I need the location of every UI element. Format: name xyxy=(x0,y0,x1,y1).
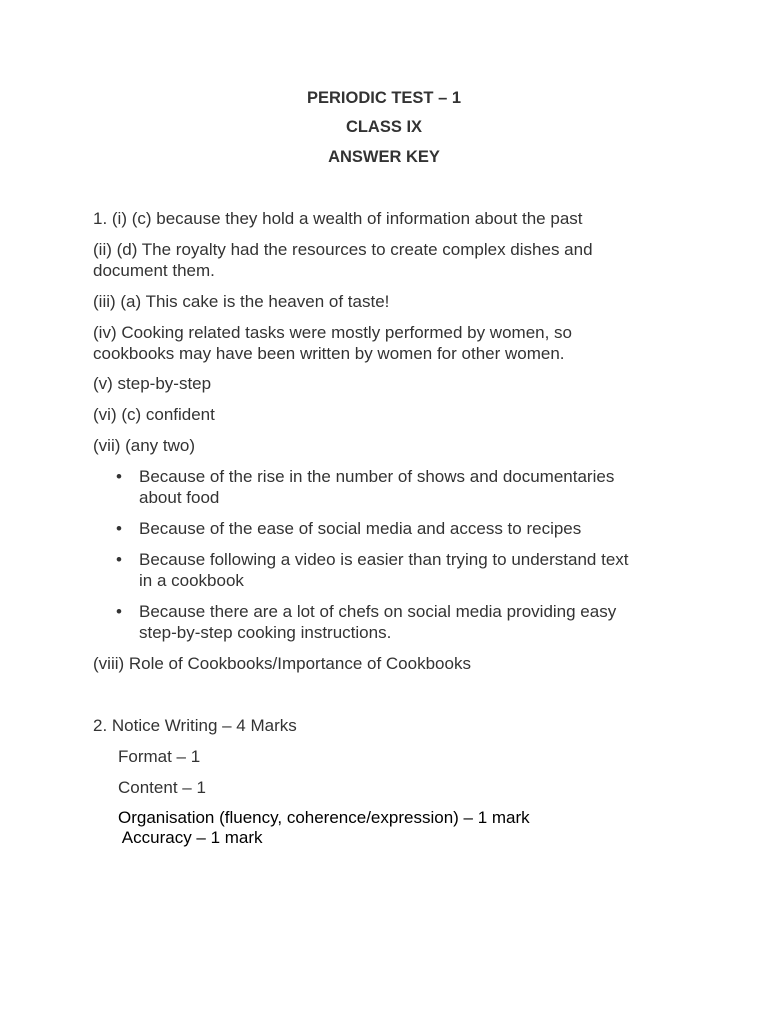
answer-1-viii: (viii) Role of Cookbooks/Importance of Cookbooks xyxy=(93,654,471,673)
marking-format: Format – 1 xyxy=(118,747,201,766)
class-label: CLASS IX xyxy=(345,118,423,136)
answer-1-i: 1. (i) (c) because they hold a wealth of information about the past xyxy=(93,209,583,228)
test-title: PERIODIC TEST – 1 xyxy=(306,89,462,107)
bullet-icon: • xyxy=(116,519,122,538)
answer-1-v: (v) step-by-step xyxy=(93,374,212,393)
bullet-item-4-line2: step-by-step cooking instructions. xyxy=(139,623,392,642)
answer-1-iii: (iii) (a) This cake is the heaven of taste! xyxy=(93,292,390,311)
bullet-item-3-line1: Because following a video is easier than trying to understand text xyxy=(139,550,629,569)
question-2-title: 2. Notice Writing – 4 Marks xyxy=(93,716,297,735)
bullet-item-1-line2: about food xyxy=(139,488,220,507)
answer-1-iv-line1: (iv) Cooking related tasks were mostly performed by women, so xyxy=(93,323,573,342)
bullet-icon: • xyxy=(116,467,122,486)
answer-1-ii-line2: document them. xyxy=(93,261,215,280)
answer-1-iv-line2: cookbooks may have been written by women for other women. xyxy=(93,344,565,363)
bullet-item-2-line1: Because of the ease of social media and access to recipes xyxy=(139,519,582,538)
answer-1-vii: (vii) (any two) xyxy=(93,436,196,455)
bullet-icon: • xyxy=(116,550,122,569)
answer-key-heading: ANSWER KEY xyxy=(328,148,440,166)
marking-accuracy: Accuracy – 1 mark xyxy=(118,828,263,847)
answer-1-vi: (vi) (c) confident xyxy=(93,405,215,424)
bullet-item-3-line2: in a cookbook xyxy=(139,571,244,590)
answer-1-ii-line1: (ii) (d) The royalty had the resources to create complex dishes and xyxy=(93,240,593,259)
bullet-item-4-line1: Because there are a lot of chefs on social media providing easy xyxy=(139,602,617,621)
bullet-icon: • xyxy=(116,602,122,621)
bullet-item-1-line1: Because of the rise in the number of shows and documentaries xyxy=(139,467,615,486)
marking-organisation: Organisation (fluency, coherence/expression) – 1 mark xyxy=(118,808,530,827)
marking-content: Content – 1 xyxy=(118,778,206,797)
